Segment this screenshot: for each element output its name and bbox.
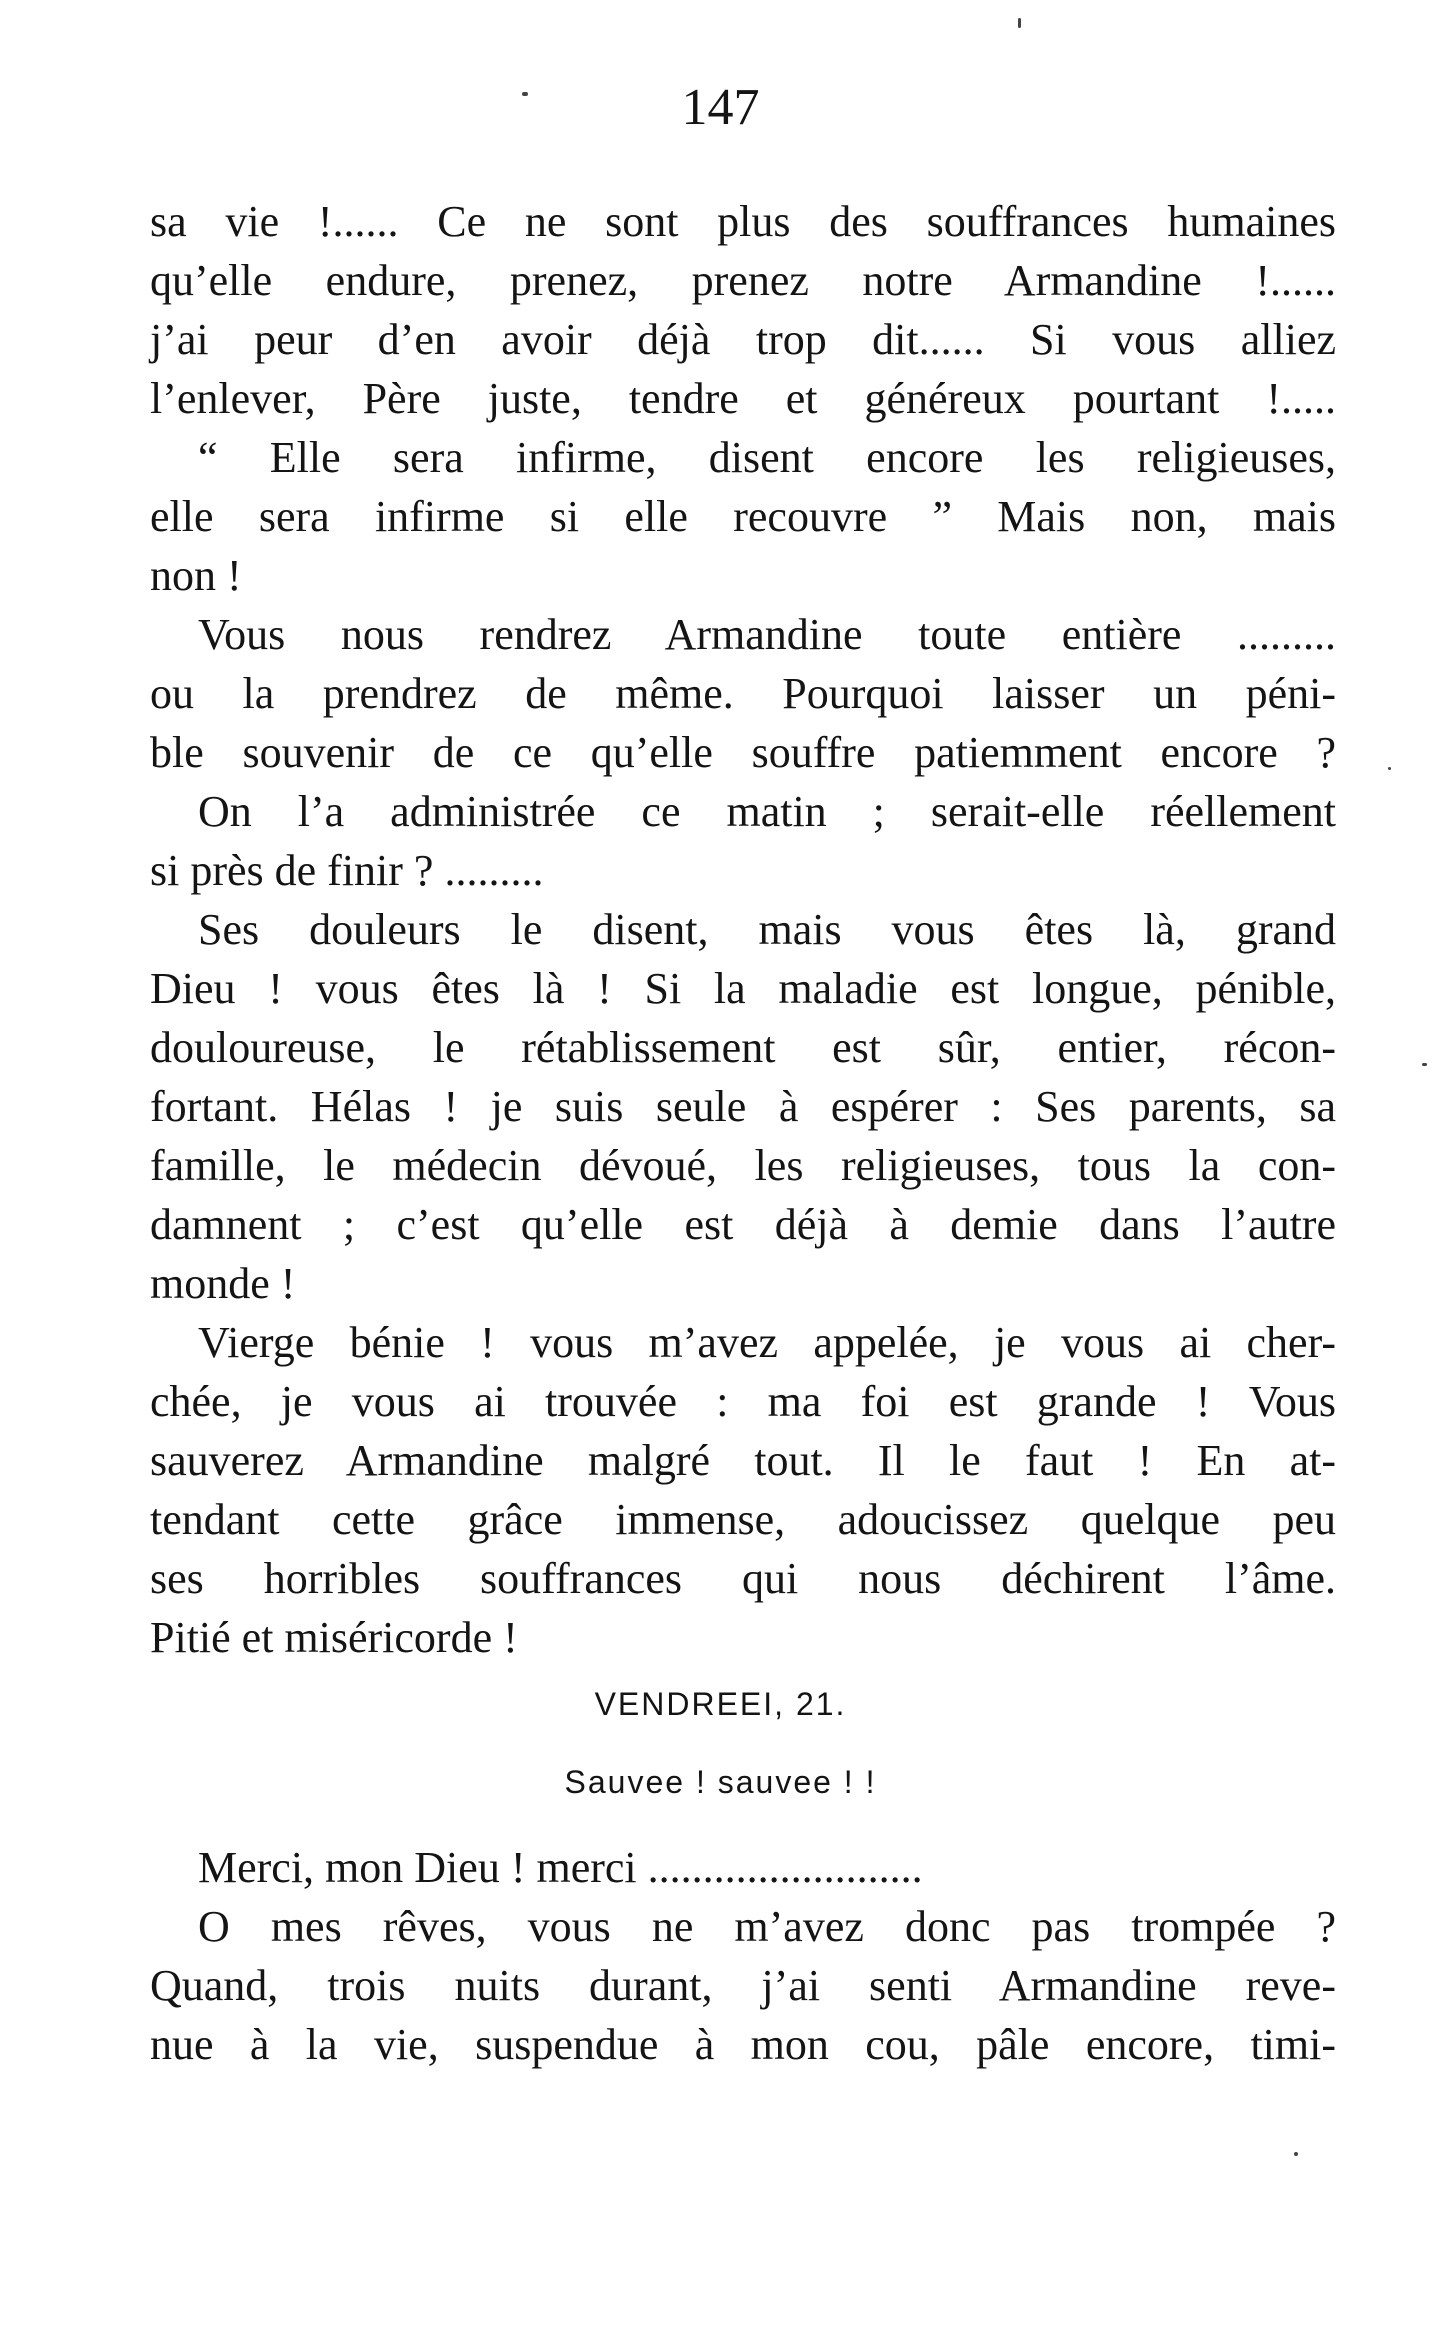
text-line: non ! xyxy=(150,551,242,600)
text-line: Vous nous rendrez Armandine toute entière ......... xyxy=(198,610,1336,659)
text-line: Merci, mon Dieu ! merci ......................... xyxy=(198,1843,923,1892)
text-line: ses horribles souffrances qui nous déchirent l’âme. xyxy=(150,1554,1336,1603)
page-number: 147 xyxy=(681,79,760,136)
text-line: douloureuse, le rétablissement est sûr, entier, récon- xyxy=(150,1023,1336,1072)
text-line: nue à la vie, suspendue à mon cou, pâle encore, timi- xyxy=(150,2020,1336,2069)
text-line: qu’elle endure, prenez, prenez notre Armandine !...... xyxy=(150,256,1336,305)
closing-text xyxy=(150,1838,1336,2074)
text-line: fortant. Hélas ! je suis seule à espérer : Ses parents, sa xyxy=(150,1082,1336,1131)
text-line: Quand, trois nuits durant, j’ai senti Armandine reve- xyxy=(150,1961,1336,2010)
text-line: j’ai peur d’en avoir déjà trop dit...... Si vous alliez xyxy=(150,315,1336,364)
text-line: l’enlever, Père juste, tendre et généreux pourtant !..... xyxy=(150,374,1336,423)
text-line: Ses douleurs le disent, mais vous êtes là, grand xyxy=(198,905,1336,954)
text-line: On l’a administrée ce matin ; serait-elle réellement xyxy=(198,787,1336,836)
section-subtitle: Sauvee ! sauvee ! ! xyxy=(564,1764,877,1800)
text-line: sauverez Armandine malgré tout. Il le faut ! En at- xyxy=(150,1436,1336,1485)
text-line: tendant cette grâce immense, adoucissez quelque peu xyxy=(150,1495,1336,1544)
section-date-heading: VENDREEI, 21. xyxy=(594,1686,847,1722)
body-text xyxy=(150,192,1336,1667)
text-line: famille, le médecin dévoué, les religieuses, tous la con- xyxy=(150,1141,1336,1190)
text-line: damnent ; c’est qu’elle est déjà à demie dans l’autre xyxy=(150,1200,1336,1249)
text-line: elle sera infirme si elle recouvre ” Mais non, mais xyxy=(150,492,1336,541)
text-line: ou la prendrez de même. Pourquoi laisser un péni- xyxy=(150,669,1336,718)
text-line: Dieu ! vous êtes là ! Si la maladie est longue, pénible, xyxy=(150,964,1336,1013)
text-line: “ Elle sera infirme, disent encore les religieuses, xyxy=(198,433,1336,482)
text-line: chée, je vous ai trouvée : ma foi est grande ! Vous xyxy=(150,1377,1336,1426)
text-line: ble souvenir de ce qu’elle souffre patiemment encore ? xyxy=(150,728,1336,777)
text-line: si près de finir ? ......... xyxy=(150,846,544,895)
text-line: Vierge bénie ! vous m’avez appelée, je vous ai cher- xyxy=(198,1318,1336,1367)
text-line: O mes rêves, vous ne m’avez donc pas trompée ? xyxy=(198,1902,1336,1951)
text-line: sa vie !...... Ce ne sont plus des souffrances humaines xyxy=(150,197,1336,246)
text-line: Pitié et miséricorde ! xyxy=(150,1613,518,1662)
text-line: monde ! xyxy=(150,1259,296,1308)
